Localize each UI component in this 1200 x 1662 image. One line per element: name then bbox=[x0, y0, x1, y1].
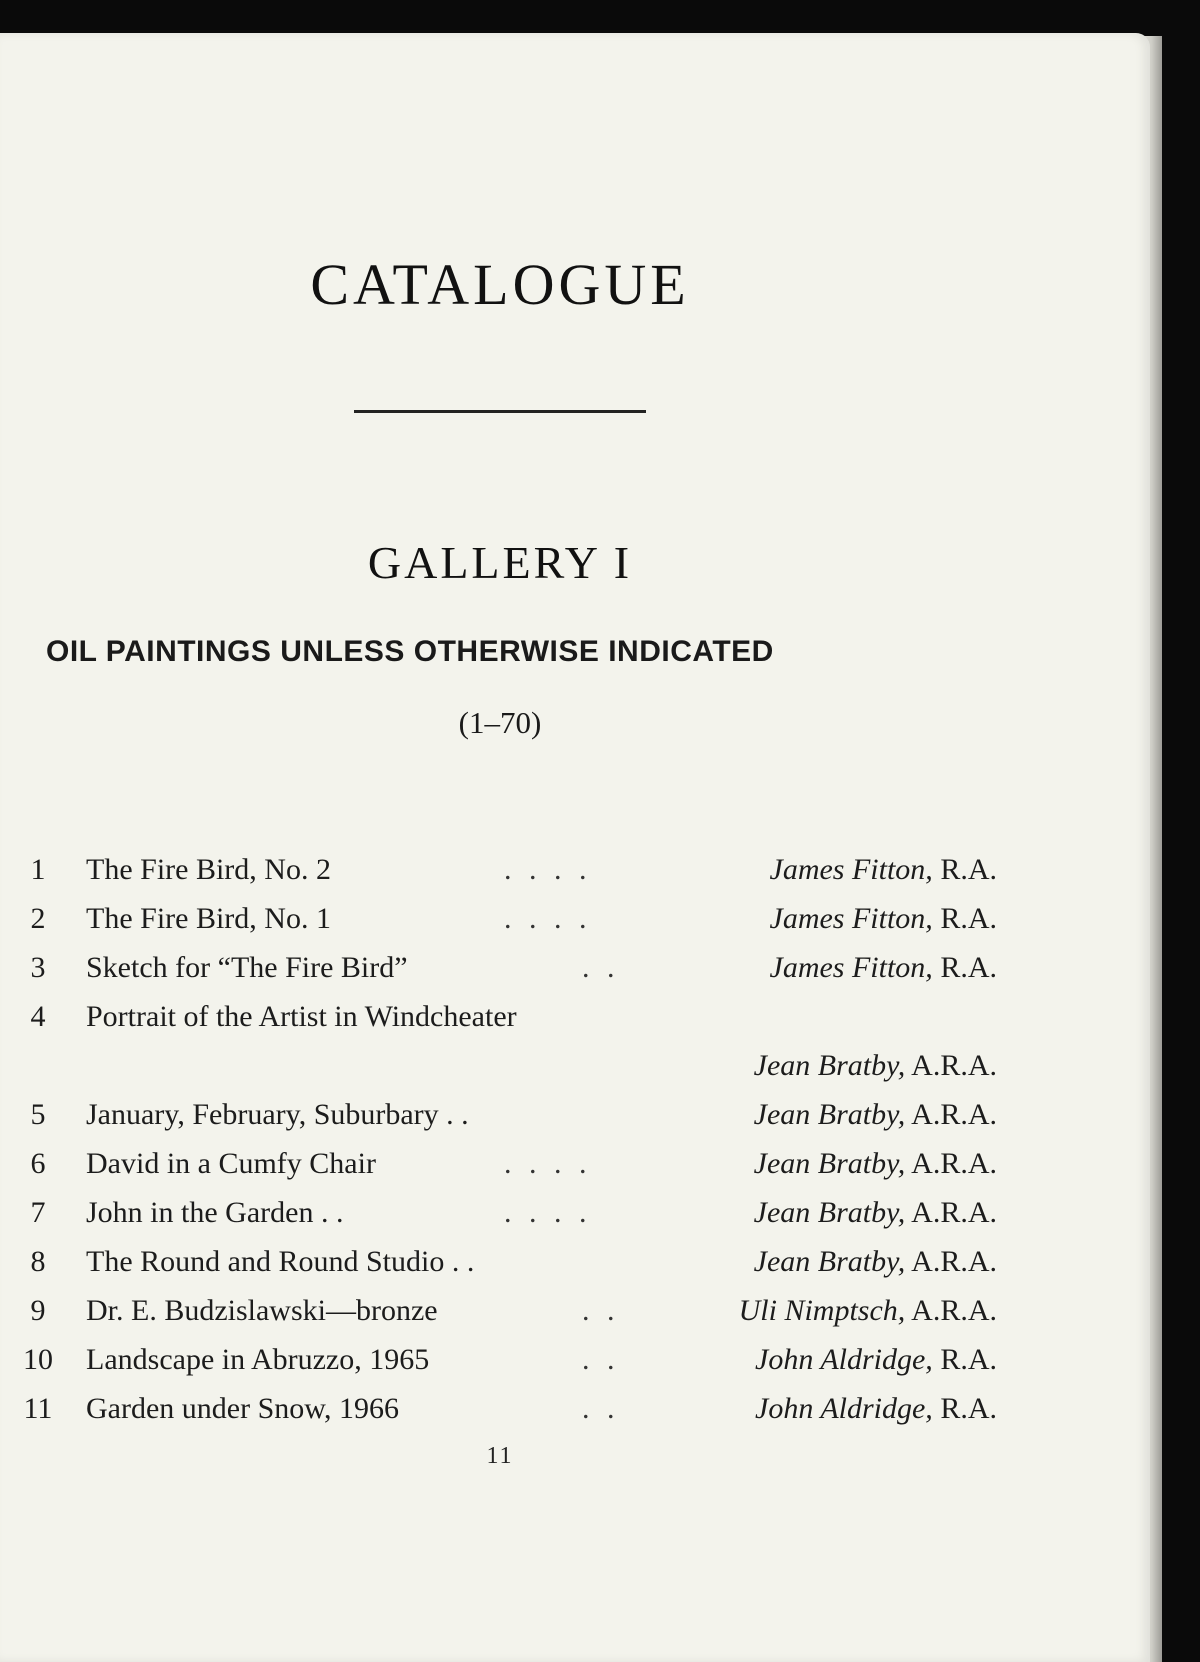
catalogue-entry bbox=[0, 992, 1000, 1041]
artist-name: Jean Bratby, bbox=[753, 1196, 906, 1229]
entry-number: 4 bbox=[30, 1000, 46, 1033]
entry-title: John in the Garden . . bbox=[86, 1196, 344, 1229]
leader-dots: . . . . bbox=[504, 1147, 592, 1180]
artist-name: Uli Nimptsch, bbox=[738, 1294, 906, 1327]
leader-dots: . . . . bbox=[504, 902, 592, 935]
entry-number: 5 bbox=[30, 1098, 46, 1131]
leader-dots: . . bbox=[582, 1343, 620, 1376]
entry-title: The Fire Bird, No. 1 bbox=[86, 902, 331, 935]
entry-title: January, February, Suburbary . . bbox=[86, 1098, 469, 1131]
leader-dots: . . . . bbox=[504, 853, 592, 886]
catalogue-heading: CATALOGUE bbox=[310, 252, 690, 317]
artist-honour: A.R.A. bbox=[911, 1049, 997, 1082]
entry-artist bbox=[755, 1384, 997, 1433]
artist-honour: R.A. bbox=[940, 853, 997, 886]
catalogue-range: (1–70) bbox=[458, 705, 542, 740]
entry-number: 9 bbox=[30, 1294, 46, 1327]
gallery-heading: GALLERY I bbox=[367, 537, 633, 588]
medium-subtitle: OIL PAINTINGS UNLESS OTHERWISE INDICATED bbox=[46, 635, 774, 668]
leader-dots: . . bbox=[582, 1294, 620, 1327]
catalogue-entry bbox=[0, 1139, 1000, 1188]
artist-name: James Fitton, bbox=[769, 951, 933, 984]
page-number: 11 bbox=[486, 1443, 514, 1469]
entry-number: 6 bbox=[30, 1147, 46, 1180]
catalogue-entry bbox=[0, 1384, 1000, 1433]
catalogue-entry bbox=[0, 943, 1000, 992]
artist-name: Jean Bratby, bbox=[753, 1049, 906, 1082]
entry-title: The Round and Round Studio . . bbox=[86, 1245, 475, 1278]
entry-artist bbox=[754, 1090, 997, 1139]
artist-name: Jean Bratby, bbox=[753, 1147, 906, 1180]
entry-number: 1 bbox=[30, 853, 46, 886]
entry-title: Garden under Snow, 1966 bbox=[86, 1392, 399, 1425]
artist-honour: A.R.A. bbox=[911, 1196, 997, 1229]
artist-name: Jean Bratby, bbox=[753, 1245, 906, 1278]
catalogue-entry bbox=[0, 845, 1000, 894]
catalogue-entry bbox=[0, 1335, 1000, 1384]
artist-honour: A.R.A. bbox=[911, 1245, 997, 1278]
entry-title: Landscape in Abruzzo, 1965 bbox=[86, 1343, 430, 1376]
entry-number: 2 bbox=[30, 902, 46, 935]
heading-rule bbox=[354, 410, 646, 413]
entry-number: 11 bbox=[23, 1392, 53, 1425]
entry-title: Dr. E. Budzislawski—bronze bbox=[86, 1294, 438, 1327]
entry-artist bbox=[754, 1188, 997, 1237]
catalogue-page bbox=[0, 33, 1150, 1662]
catalogue-entry bbox=[0, 1237, 1000, 1286]
catalogue-entry-continuation bbox=[0, 1041, 1000, 1090]
entry-artist bbox=[755, 1335, 997, 1384]
artist-honour: A.R.A. bbox=[911, 1294, 997, 1327]
entry-artist bbox=[770, 894, 998, 943]
artist-name: John Aldridge, bbox=[755, 1343, 933, 1376]
artist-honour: R.A. bbox=[940, 951, 997, 984]
catalogue-entry bbox=[0, 1286, 1000, 1335]
leader-dots: . . bbox=[582, 1392, 620, 1425]
entry-artist bbox=[770, 845, 998, 894]
entry-number: 10 bbox=[23, 1343, 53, 1376]
artist-honour: R.A. bbox=[940, 1392, 997, 1425]
entry-number: 7 bbox=[30, 1196, 46, 1229]
entry-artist bbox=[754, 1139, 997, 1188]
entry-artist bbox=[770, 943, 998, 992]
leader-dots: . . . . bbox=[504, 1196, 592, 1229]
entry-title: The Fire Bird, No. 2 bbox=[86, 853, 331, 886]
entry-artist bbox=[754, 1041, 997, 1090]
artist-honour: A.R.A. bbox=[911, 1147, 997, 1180]
artist-honour: R.A. bbox=[940, 902, 997, 935]
catalogue-entries bbox=[0, 845, 1000, 1433]
entry-number: 3 bbox=[30, 951, 46, 984]
artist-name: Jean Bratby, bbox=[753, 1098, 906, 1131]
entry-number: 8 bbox=[30, 1245, 46, 1278]
entry-title: David in a Cumfy Chair bbox=[86, 1147, 376, 1180]
entry-artist bbox=[754, 1237, 997, 1286]
catalogue-entry bbox=[0, 1090, 1000, 1139]
artist-name: James Fitton, bbox=[769, 853, 933, 886]
leader-dots: . . bbox=[582, 951, 620, 984]
entry-title: Sketch for “The Fire Bird” bbox=[86, 951, 408, 984]
catalogue-entry bbox=[0, 1188, 1000, 1237]
artist-name: James Fitton, bbox=[769, 902, 933, 935]
artist-honour: R.A. bbox=[940, 1343, 997, 1376]
artist-name: John Aldridge, bbox=[755, 1392, 933, 1425]
entry-title: Portrait of the Artist in Windcheater bbox=[86, 1000, 517, 1033]
entry-artist bbox=[739, 1286, 997, 1335]
artist-honour: A.R.A. bbox=[911, 1098, 997, 1131]
catalogue-entry bbox=[0, 894, 1000, 943]
